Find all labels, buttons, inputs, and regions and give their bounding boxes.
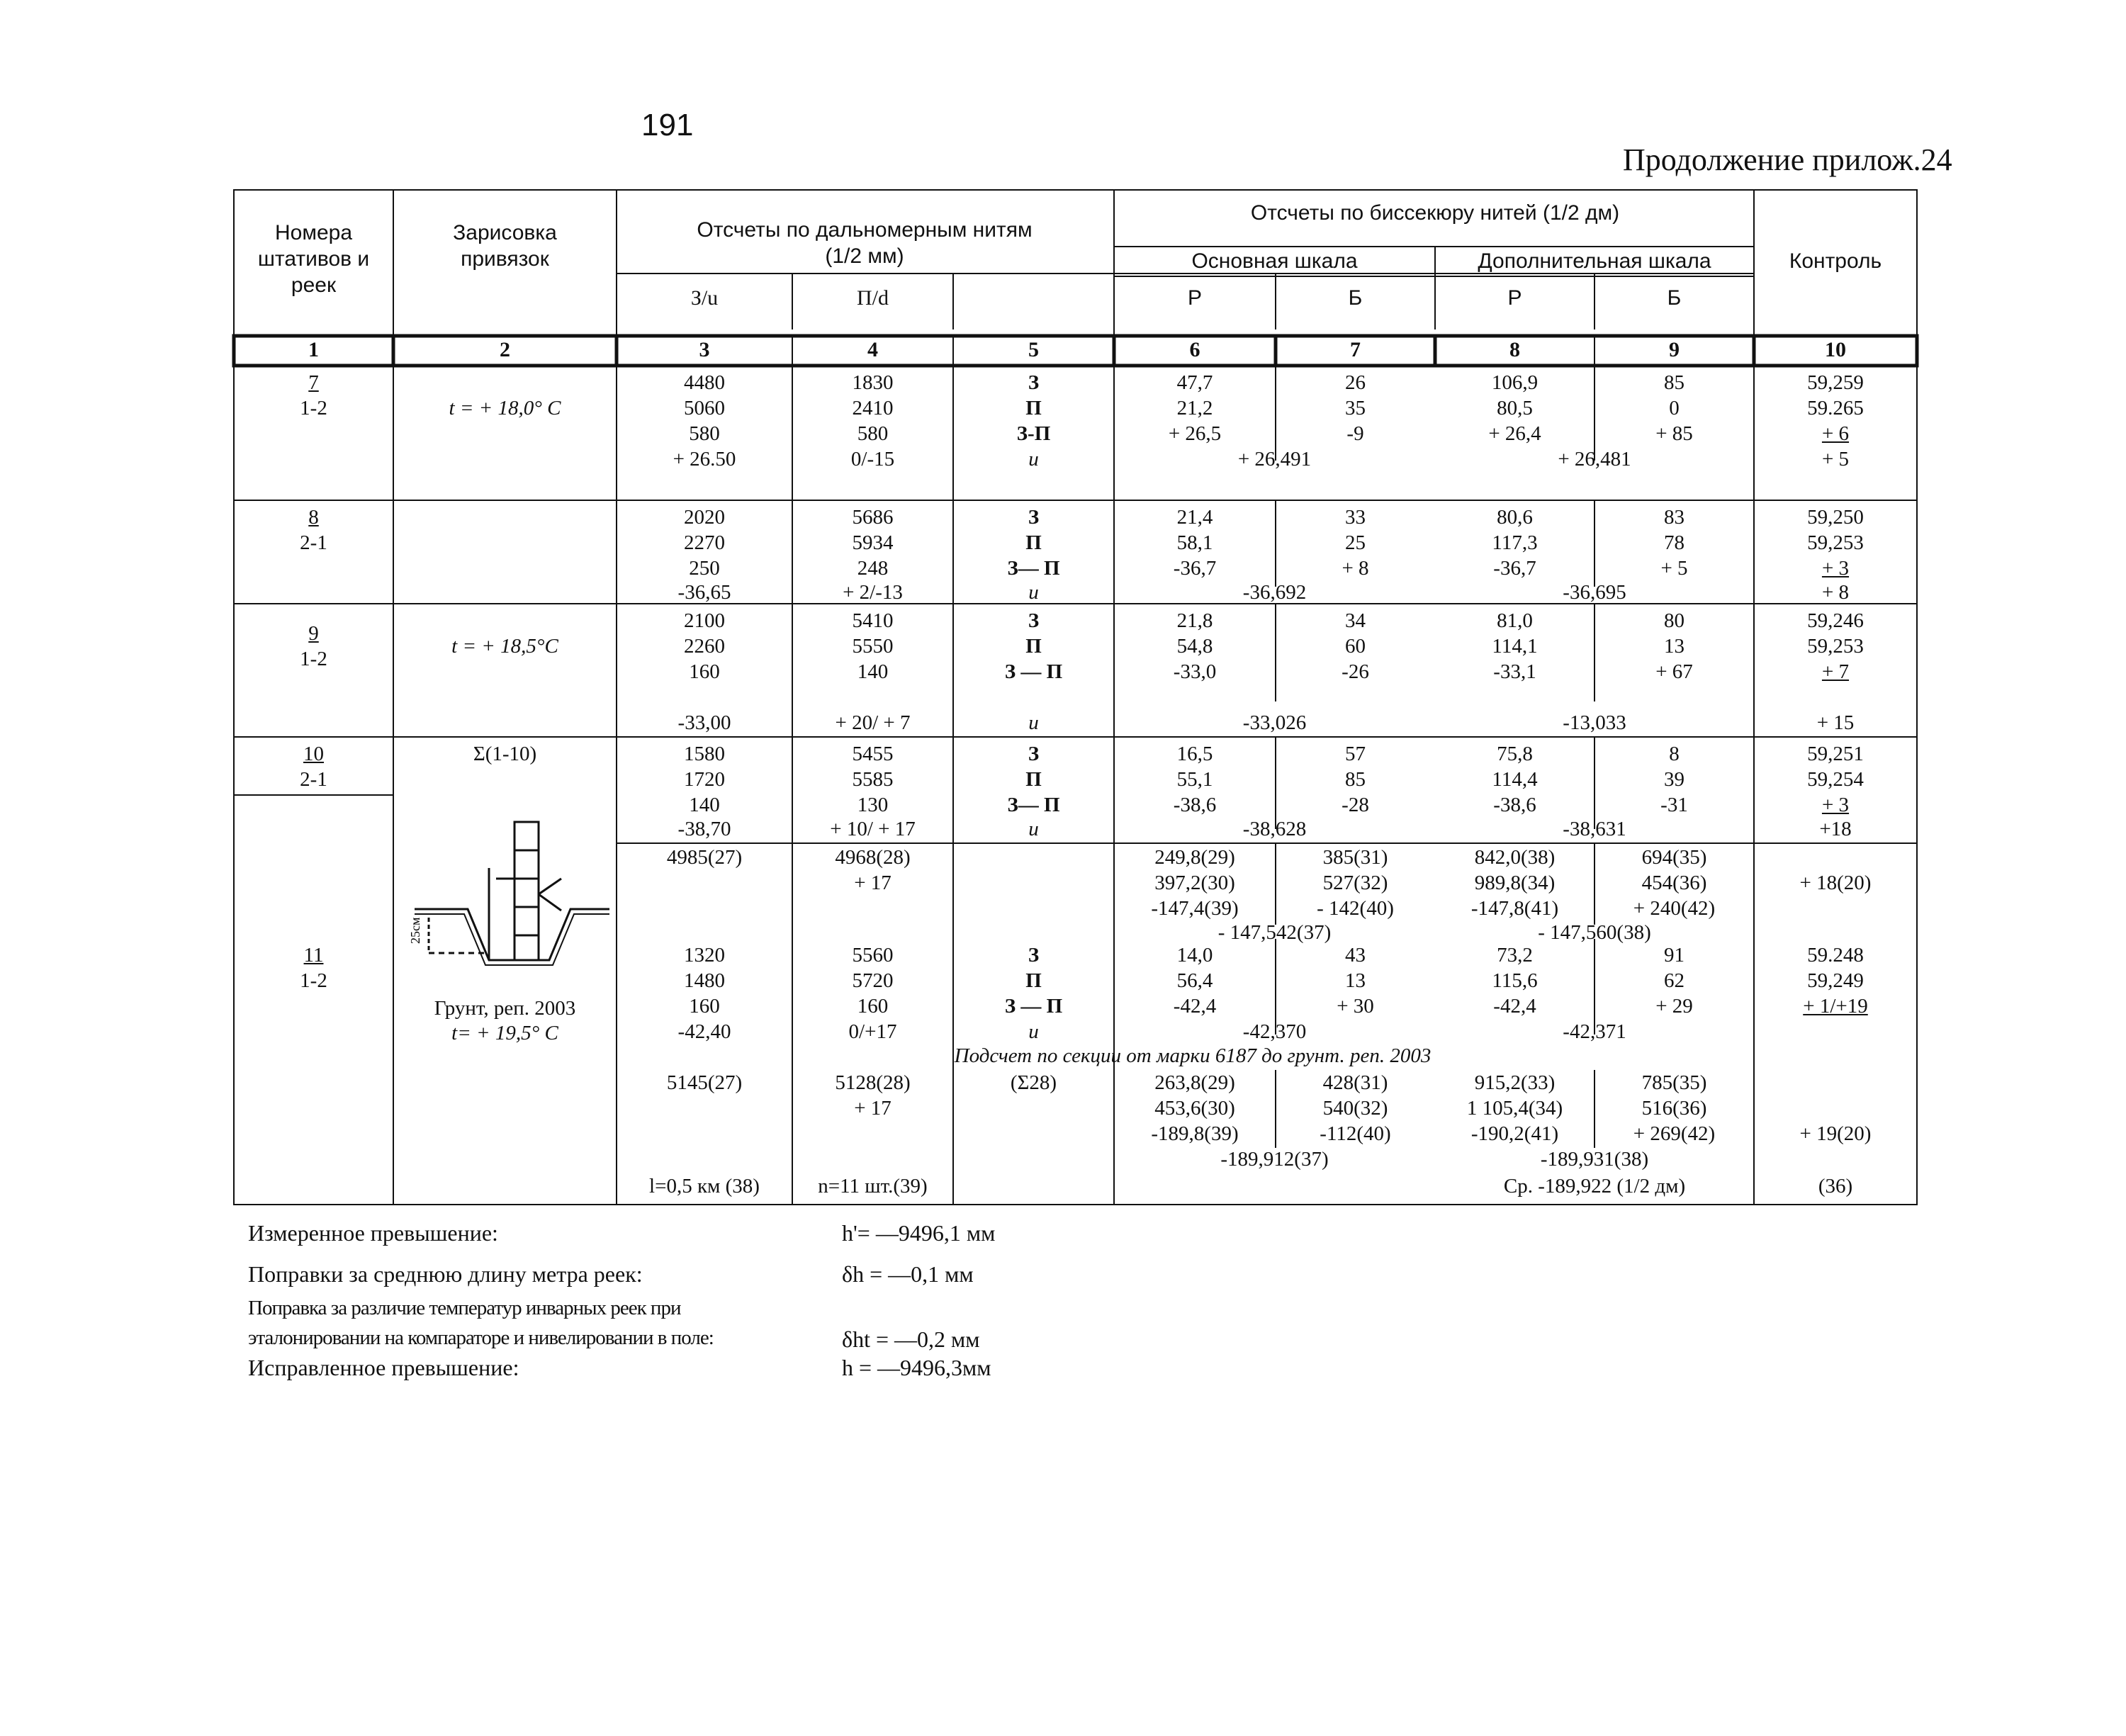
mean-add: -38,631 bbox=[1563, 818, 1626, 840]
reading-cell: 81,0 bbox=[1497, 609, 1533, 632]
reading-cell: -33,0 bbox=[1173, 660, 1217, 683]
reading-cell: 21,2 bbox=[1176, 397, 1213, 419]
control-cell: +18 bbox=[1819, 818, 1852, 840]
reading-cell: 55,1 bbox=[1176, 768, 1213, 791]
reading-cell: 580 bbox=[689, 422, 720, 445]
thread-label: З — П bbox=[1004, 995, 1063, 1018]
reading-cell: 5686 bbox=[852, 506, 894, 529]
reading-cell: + 10/ + 17 bbox=[830, 818, 916, 840]
temperature-note: t= + 19,5° С bbox=[451, 1022, 558, 1044]
reading-cell: 54,8 bbox=[1176, 635, 1213, 658]
sum-mean: - 147,560(38) bbox=[1538, 921, 1651, 944]
control-cell: 59,254 bbox=[1807, 768, 1864, 791]
reading-cell: 5060 bbox=[684, 397, 725, 419]
reading-cell: 2260 bbox=[684, 635, 725, 658]
reading-cell: 34 bbox=[1345, 609, 1366, 632]
sum-cell: 516(36) bbox=[1641, 1097, 1707, 1120]
sum-cell: 842,0(38) bbox=[1474, 846, 1556, 869]
reading-cell: -42,40 bbox=[677, 1020, 731, 1043]
footnote-label: эталонировании на компараторе и нивелировании в поле: bbox=[248, 1326, 714, 1349]
reading-cell: -28 bbox=[1342, 794, 1369, 816]
reading-cell: -42,4 bbox=[1493, 995, 1536, 1018]
reading-cell: 5550 bbox=[852, 635, 894, 658]
footnote-value: δh = —0,1 мм bbox=[842, 1261, 974, 1287]
sum-cell: 263,8(29) bbox=[1154, 1071, 1235, 1094]
thread-label: З— П bbox=[1007, 794, 1060, 816]
station-number: 7 1-2 bbox=[300, 371, 327, 419]
reading-cell: 13 bbox=[1345, 969, 1366, 992]
thread-label: З bbox=[1028, 743, 1040, 765]
header-p-d: П/d bbox=[857, 286, 889, 310]
sum-cell: 540(32) bbox=[1322, 1097, 1388, 1120]
sum-cell: 4968(28) bbox=[835, 846, 911, 869]
reading-cell: 250 bbox=[689, 557, 720, 580]
control-cell: + 3 bbox=[1821, 557, 1850, 580]
reading-cell: + 26,5 bbox=[1168, 422, 1222, 445]
thread-label: З— П bbox=[1007, 557, 1060, 580]
thread-label: u bbox=[1028, 711, 1039, 734]
reading-cell: -38,6 bbox=[1493, 794, 1536, 816]
header-control: Контроль bbox=[1789, 249, 1882, 273]
sum-label: Σ(1-10) bbox=[473, 743, 537, 765]
reading-cell: 5720 bbox=[852, 969, 894, 992]
reading-cell: 114,4 bbox=[1492, 768, 1538, 791]
reading-cell: 160 bbox=[689, 660, 720, 683]
continuation-label: Продолжение прилож.24 bbox=[1623, 142, 1952, 177]
reading-cell: 248 bbox=[857, 557, 889, 580]
thread-label: З bbox=[1028, 944, 1040, 966]
reading-cell: 115,6 bbox=[1492, 969, 1538, 992]
sum-control: + 18(20) bbox=[1799, 872, 1872, 894]
reading-cell: 73,2 bbox=[1497, 944, 1533, 966]
reading-cell: 0/+17 bbox=[848, 1020, 897, 1043]
thread-label: П bbox=[1025, 768, 1042, 791]
reading-cell: 2410 bbox=[852, 397, 894, 419]
col-number: 6 bbox=[1189, 338, 1200, 361]
thread-label: З bbox=[1028, 506, 1040, 529]
reading-cell: 117,3 bbox=[1492, 531, 1538, 554]
reading-cell: + 26.50 bbox=[673, 448, 736, 470]
reading-cell: 5560 bbox=[852, 944, 894, 966]
footnote-label: Измеренное превышение: bbox=[248, 1220, 498, 1246]
sum-cell: 694(35) bbox=[1641, 846, 1707, 869]
control-cell: + 1/+19 bbox=[1803, 995, 1868, 1018]
page-number: 191 bbox=[641, 108, 694, 142]
reading-cell: 2270 bbox=[684, 531, 725, 554]
reading-cell: + 5 bbox=[1660, 557, 1688, 580]
reading-cell: -33,1 bbox=[1493, 660, 1536, 683]
sum-cell: + 269(42) bbox=[1633, 1122, 1716, 1145]
header-range-threads: Отсчеты по дальномерным нитям (1/2 мм) bbox=[697, 218, 1033, 268]
mean-main: -38,628 bbox=[1242, 818, 1307, 840]
sum-cell: 4985(27) bbox=[666, 846, 743, 869]
sum-mean: - 147,542(37) bbox=[1217, 921, 1332, 944]
reading-cell: -38,6 bbox=[1173, 794, 1217, 816]
control-cell: 59.265 bbox=[1807, 397, 1864, 419]
mean-add: -13,033 bbox=[1563, 711, 1626, 734]
reading-cell: 78 bbox=[1664, 531, 1685, 554]
control-cell: + 7 bbox=[1821, 660, 1850, 683]
col-number: 7 bbox=[1350, 338, 1361, 361]
sum-cell: - 142(40) bbox=[1317, 897, 1394, 920]
reading-cell: -36,7 bbox=[1493, 557, 1536, 580]
reading-cell: -36,65 bbox=[677, 581, 731, 604]
col-number: 2 bbox=[500, 338, 510, 361]
col-number: 8 bbox=[1509, 338, 1520, 361]
section-length: l=0,5 км (38) bbox=[649, 1175, 760, 1197]
reading-cell: 160 bbox=[857, 995, 889, 1018]
sum-cell: -189,8(39) bbox=[1151, 1122, 1239, 1145]
sum-cell: + 17 bbox=[854, 872, 892, 894]
control-cell: + 6 bbox=[1821, 422, 1850, 445]
sum-cell: 989,8(34) bbox=[1474, 872, 1556, 894]
header-b1: Б bbox=[1348, 286, 1363, 310]
reading-cell: 21,8 bbox=[1176, 609, 1213, 632]
header-r1: Р bbox=[1187, 286, 1202, 310]
footnote-value: h = —9496,3мм bbox=[842, 1355, 991, 1380]
footnote-value: h'= —9496,1 мм bbox=[842, 1220, 996, 1246]
control-cell: + 15 bbox=[1816, 711, 1855, 734]
reading-cell: 1830 bbox=[852, 371, 894, 394]
reading-cell: 106,9 bbox=[1491, 371, 1539, 394]
reading-cell: 5934 bbox=[852, 531, 894, 554]
reading-cell: 5455 bbox=[852, 743, 894, 765]
reading-cell: 160 bbox=[689, 995, 720, 1018]
control-cell: + 3 bbox=[1821, 794, 1850, 816]
reading-cell: 21,4 bbox=[1176, 506, 1213, 529]
sum-cell: 5145(27) bbox=[666, 1071, 743, 1094]
reading-cell: 140 bbox=[857, 660, 889, 683]
reading-cell: 4480 bbox=[684, 371, 725, 394]
reading-cell: 130 bbox=[857, 794, 889, 816]
col-number: 3 bbox=[699, 338, 710, 361]
station-number: 8 2-1 bbox=[300, 506, 327, 554]
reading-cell: 13 bbox=[1664, 635, 1685, 658]
reading-cell: 91 bbox=[1664, 944, 1685, 966]
reading-cell: 35 bbox=[1345, 397, 1366, 419]
reading-cell: -26 bbox=[1342, 660, 1369, 683]
reading-cell: 1580 bbox=[684, 743, 725, 765]
control-cell: 59,246 bbox=[1807, 609, 1864, 632]
reading-cell: 1320 bbox=[684, 944, 725, 966]
thread-label: П bbox=[1025, 635, 1042, 658]
mean-main: -33,026 bbox=[1242, 711, 1307, 734]
reading-cell: 80,5 bbox=[1497, 397, 1533, 419]
reading-cell: 62 bbox=[1664, 969, 1685, 992]
reading-cell: -31 bbox=[1660, 794, 1688, 816]
reading-cell: 56,4 bbox=[1176, 969, 1213, 992]
sum-cell: (Σ28) bbox=[1010, 1071, 1057, 1094]
thread-label: u bbox=[1028, 581, 1039, 604]
header-add-scale: Дополнительная шкала bbox=[1478, 249, 1711, 273]
reading-cell: 1720 bbox=[684, 768, 725, 791]
thread-label: П bbox=[1025, 397, 1042, 419]
sum-cell: 1 105,4(34) bbox=[1466, 1097, 1563, 1120]
reading-cell: 580 bbox=[857, 422, 889, 445]
reading-cell: -36,7 bbox=[1173, 557, 1217, 580]
thread-label: З-П bbox=[1016, 422, 1051, 445]
reading-cell: + 2/-13 bbox=[843, 581, 903, 604]
reading-cell: 5410 bbox=[852, 609, 894, 632]
col-number: 1 bbox=[308, 338, 319, 361]
thread-label: З bbox=[1028, 371, 1040, 394]
reading-cell: -38,70 bbox=[677, 818, 731, 840]
sum-mean: -189,931(38) bbox=[1540, 1148, 1649, 1171]
mean-main: -42,370 bbox=[1242, 1020, 1307, 1043]
reading-cell: + 8 bbox=[1342, 557, 1369, 580]
mean-main: -36,692 bbox=[1242, 581, 1307, 604]
thread-label: П bbox=[1025, 531, 1042, 554]
reading-cell: 25 bbox=[1345, 531, 1366, 554]
col-number: 10 bbox=[1825, 338, 1846, 361]
reading-cell: 5585 bbox=[852, 768, 894, 791]
header-b2: Б bbox=[1667, 286, 1682, 310]
mean-add: -42,371 bbox=[1563, 1020, 1626, 1043]
header-tripods: Номера штативов и реек bbox=[257, 221, 370, 297]
reading-cell: 39 bbox=[1664, 768, 1685, 791]
sum-mean: -189,912(37) bbox=[1220, 1148, 1329, 1171]
temperature-note: t = + 18,5°С bbox=[451, 635, 558, 658]
reading-cell: -9 bbox=[1346, 422, 1364, 445]
control-cell: 59,253 bbox=[1807, 531, 1864, 554]
sum-cell: 249,8(29) bbox=[1154, 846, 1235, 869]
reading-cell: + 29 bbox=[1655, 995, 1693, 1018]
thread-label: u bbox=[1028, 448, 1039, 470]
control-cell: 59,250 bbox=[1807, 506, 1864, 529]
reading-cell: 0 bbox=[1669, 397, 1680, 419]
reading-cell: -42,4 bbox=[1173, 995, 1217, 1018]
reading-cell: + 26,4 bbox=[1488, 422, 1541, 445]
sum-cell: 428(31) bbox=[1322, 1071, 1388, 1094]
col-number: 5 bbox=[1028, 338, 1039, 361]
sum-cell: -147,8(41) bbox=[1470, 897, 1559, 920]
header-bisector: Отсчеты по биссекюру нитей (1/2 дм) bbox=[1250, 201, 1620, 225]
header-main-scale: Основная шкала bbox=[1191, 249, 1358, 273]
reading-cell: 47,7 bbox=[1176, 371, 1213, 394]
footnote-label: Поправки за среднюю длину метра реек: bbox=[248, 1261, 643, 1287]
control-cell: + 5 bbox=[1821, 448, 1850, 470]
station-number: 9 1-2 bbox=[300, 622, 327, 670]
sum-cell: 454(36) bbox=[1641, 872, 1707, 894]
control-cell: + 8 bbox=[1821, 581, 1850, 604]
reading-cell: 16,5 bbox=[1176, 743, 1213, 765]
reading-cell: + 67 bbox=[1655, 660, 1693, 683]
reading-cell: 80,6 bbox=[1497, 506, 1533, 529]
reading-cell: 8 bbox=[1669, 743, 1680, 765]
control-cell: 59,251 bbox=[1807, 743, 1864, 765]
footnote-value: δht = —0,2 мм bbox=[842, 1326, 980, 1352]
station-number: 11 1-2 bbox=[300, 944, 327, 992]
reading-cell: 1480 bbox=[684, 969, 725, 992]
reading-cell: 75,8 bbox=[1497, 743, 1533, 765]
reading-cell: 58,1 bbox=[1176, 531, 1213, 554]
thread-label: u bbox=[1028, 818, 1039, 840]
sum-cell: -112(40) bbox=[1320, 1122, 1391, 1145]
thread-label: З — П bbox=[1004, 660, 1063, 683]
section-caption: Подсчет по секции от марки 6187 до грунт. реп. 2003 bbox=[954, 1044, 1432, 1067]
reading-cell: 2100 bbox=[684, 609, 725, 632]
header-sketch: Зарисовка привязок bbox=[453, 221, 557, 271]
station-number: 10 2-1 bbox=[300, 743, 327, 791]
reading-cell: 33 bbox=[1345, 506, 1366, 529]
col-number: 9 bbox=[1669, 338, 1680, 361]
sum-cell: 785(35) bbox=[1641, 1071, 1707, 1094]
header-z-u: З/u bbox=[690, 286, 719, 310]
temperature-note: t = + 18,0° С bbox=[449, 397, 561, 419]
control-cell: 59,253 bbox=[1807, 635, 1864, 658]
station-count: n=11 шт.(39) bbox=[818, 1175, 928, 1197]
mean-add: -36,695 bbox=[1563, 581, 1626, 604]
reading-cell: 0/-15 bbox=[850, 448, 895, 470]
reading-cell: -33,00 bbox=[677, 711, 731, 734]
sum-cell: 453,6(30) bbox=[1154, 1097, 1235, 1120]
mean-main: + 26,491 bbox=[1237, 448, 1312, 470]
thread-label: u bbox=[1028, 1020, 1039, 1043]
sum-cell: 915,2(33) bbox=[1474, 1071, 1556, 1094]
reading-cell: + 85 bbox=[1655, 422, 1693, 445]
reading-cell: 14,0 bbox=[1176, 944, 1213, 966]
control-cell: 59,259 bbox=[1807, 371, 1864, 394]
reading-cell: 83 bbox=[1664, 506, 1685, 529]
reading-cell: 60 bbox=[1345, 635, 1366, 658]
reading-cell: 57 bbox=[1345, 743, 1366, 765]
thread-label: П bbox=[1025, 969, 1042, 992]
reading-cell: 43 bbox=[1345, 944, 1366, 966]
control-cell: 59,249 bbox=[1807, 969, 1864, 992]
reading-cell: 85 bbox=[1345, 768, 1366, 791]
reading-cell: 80 bbox=[1664, 609, 1685, 632]
col-number: 4 bbox=[867, 338, 878, 361]
reading-cell: 85 bbox=[1664, 371, 1685, 394]
thread-label: З bbox=[1028, 609, 1040, 632]
reading-cell: + 30 bbox=[1337, 995, 1374, 1018]
reading-cell: + 20/ + 7 bbox=[835, 711, 911, 734]
reading-cell: 26 bbox=[1345, 371, 1366, 394]
reading-cell: 2020 bbox=[684, 506, 725, 529]
reading-cell: 140 bbox=[689, 794, 720, 816]
sketch-25cm-label: 25см bbox=[408, 917, 422, 944]
sum-cell: + 240(42) bbox=[1633, 897, 1716, 920]
sum-cell: 385(31) bbox=[1322, 846, 1388, 869]
header-r2: Р bbox=[1507, 286, 1522, 310]
footnote-label: Поправка за различие температур инварных реек при bbox=[248, 1297, 681, 1319]
sum-cell: -190,2(41) bbox=[1470, 1122, 1559, 1145]
sum-cell: -147,4(39) bbox=[1151, 897, 1239, 920]
mean-add: + 26,481 bbox=[1558, 448, 1631, 470]
sum-cell: 397,2(30) bbox=[1154, 872, 1235, 894]
footnote-label: Исправленное превышение: bbox=[248, 1355, 519, 1380]
control-ref: (36) bbox=[1818, 1175, 1853, 1197]
ground-benchmark: Грунт, реп. 2003 bbox=[434, 997, 576, 1020]
control-cell: 59.248 bbox=[1807, 944, 1864, 966]
sum-cell: 527(32) bbox=[1322, 872, 1388, 894]
sketch-drawing bbox=[415, 822, 609, 965]
section-average: Ср. -189,922 (1/2 дм) bbox=[1503, 1175, 1686, 1197]
reading-cell: 114,1 bbox=[1492, 635, 1538, 658]
sum-cell: + 17 bbox=[854, 1097, 892, 1120]
sum-cell: 5128(28) bbox=[835, 1071, 911, 1094]
sum-control: + 19(20) bbox=[1799, 1122, 1872, 1145]
